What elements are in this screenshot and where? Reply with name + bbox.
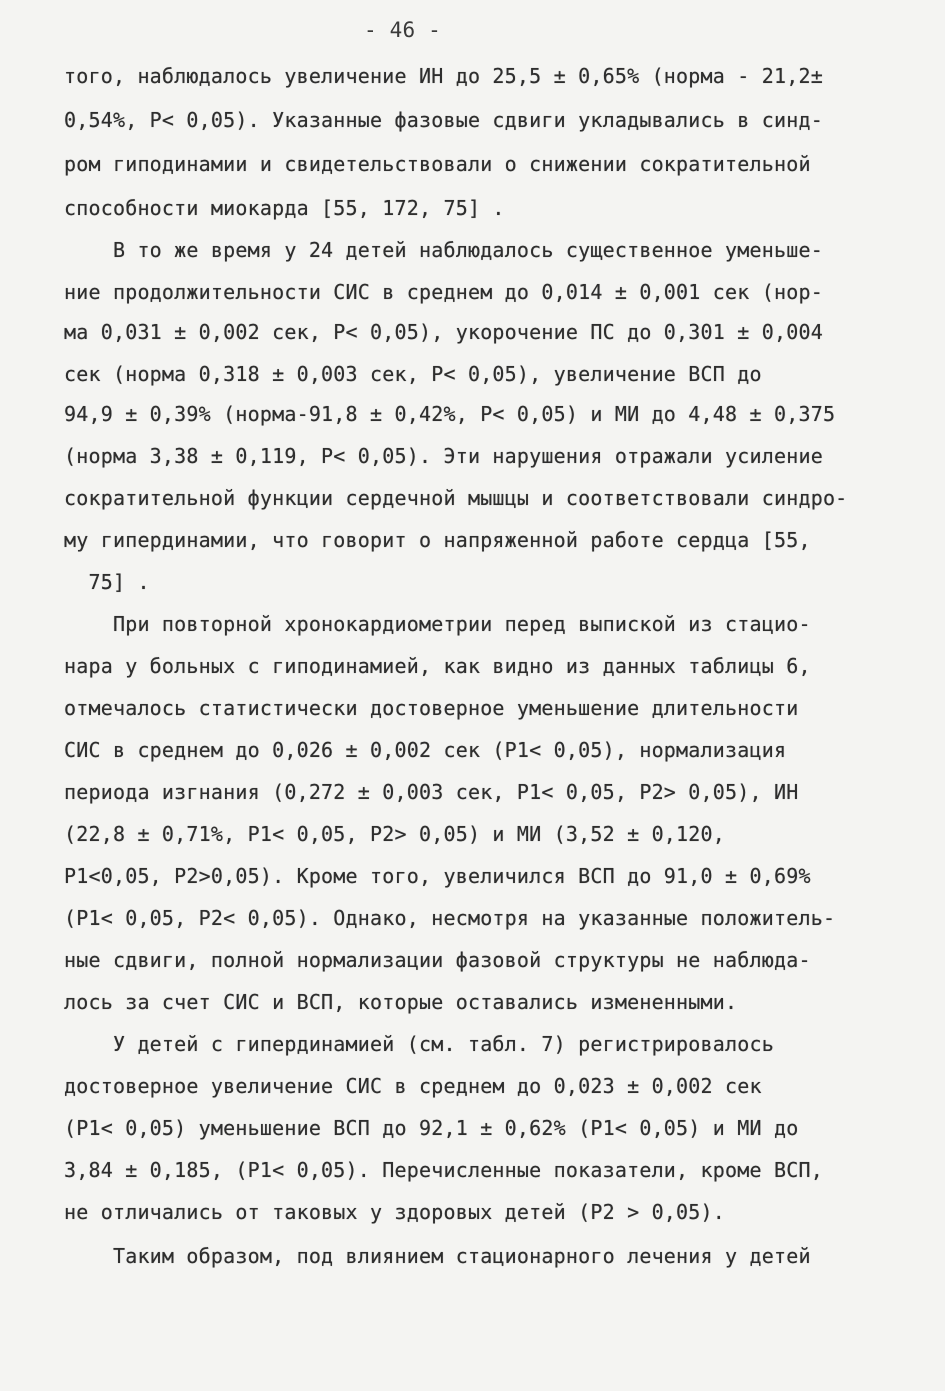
text-line: 0,54%, P< 0,05). Указанные фазовые сдвиги укладывались в синд- bbox=[64, 108, 823, 132]
text-line: ма 0,031 ± 0,002 сек, P< 0,05), укорочение ПС до 0,301 ± 0,004 bbox=[64, 320, 823, 344]
text-line: ные сдвиги, полной нормализации фазовой структуры не наблюда- bbox=[64, 948, 811, 972]
text-line: достоверное увеличение СИС в среднем до 0,023 ± 0,002 сек bbox=[64, 1074, 762, 1098]
text-line: (P1< 0,05) уменьшение ВСП до 92,1 ± 0,62% (P1< 0,05) и МИ до bbox=[64, 1116, 799, 1140]
text-line: отмечалось статистически достоверное уменьшение длительности bbox=[64, 696, 799, 720]
text-line: не отличались от таковых у здоровых детей (P2 > 0,05). bbox=[64, 1200, 726, 1224]
text-line: 94,9 ± 0,39% (норма-91,8 ± 0,42%, P< 0,05) и МИ до 4,48 ± 0,375 bbox=[64, 402, 836, 426]
text-line: В то же время у 24 детей наблюдалось существенное уменьше- bbox=[64, 238, 823, 262]
text-line: 75] . bbox=[64, 570, 150, 594]
text-line: сек (норма 0,318 ± 0,003 сек, P< 0,05), увеличение ВСП до bbox=[64, 362, 762, 386]
text-line: (P1< 0,05, P2< 0,05). Однако, несмотря на указанные положитель- bbox=[64, 906, 836, 930]
text-line: способности миокарда [55, 172, 75] . bbox=[64, 196, 505, 220]
page-number: - 46 - bbox=[363, 18, 442, 42]
text-line: периода изгнания (0,272 ± 0,003 сек, P1< 0,05, P2> 0,05), ИН bbox=[64, 780, 799, 804]
text-line: У детей с гипердинамией (см. табл. 7) регистрировалось bbox=[64, 1032, 774, 1056]
text-line: (22,8 ± 0,71%, P1< 0,05, P2> 0,05) и МИ (3,52 ± 0,120, bbox=[64, 822, 726, 846]
text-line: того, наблюдалось увеличение ИН до 25,5 ± 0,65% (норма - 21,2± bbox=[64, 64, 823, 88]
text-line: При повторной хронокардиометрии перед выпиской из стацио- bbox=[64, 612, 811, 636]
text-line: нара у больных с гиподинамией, как видно из данных таблицы 6, bbox=[64, 654, 811, 678]
text-line: му гипердинамии, что говорит о напряженной работе сердца [55, bbox=[64, 528, 811, 552]
text-line: 3,84 ± 0,185, (P1< 0,05). Перечисленные показатели, кроме ВСП, bbox=[64, 1158, 823, 1182]
text-line: Таким образом, под влиянием стационарного лечения у детей bbox=[64, 1244, 811, 1268]
text-line: P1<0,05, P2>0,05). Кроме того, увеличился ВСП до 91,0 ± 0,69% bbox=[64, 864, 811, 888]
text-line: ром гиподинамии и свидетельствовали о снижении сократительной bbox=[64, 152, 811, 176]
text-line: (норма 3,38 ± 0,119, P< 0,05). Эти нарушения отражали усиление bbox=[64, 444, 823, 468]
text-line: ние продолжительности СИС в среднем до 0,014 ± 0,001 сек (нор- bbox=[64, 280, 823, 304]
text-line: лось за счет СИС и ВСП, которые оставались измененными. bbox=[64, 990, 738, 1014]
text-line: СИС в среднем до 0,026 ± 0,002 сек (P1< 0,05), нормализация bbox=[64, 738, 787, 762]
text-line: сократительной функции сердечной мышцы и соответствовали синдро- bbox=[64, 486, 848, 510]
